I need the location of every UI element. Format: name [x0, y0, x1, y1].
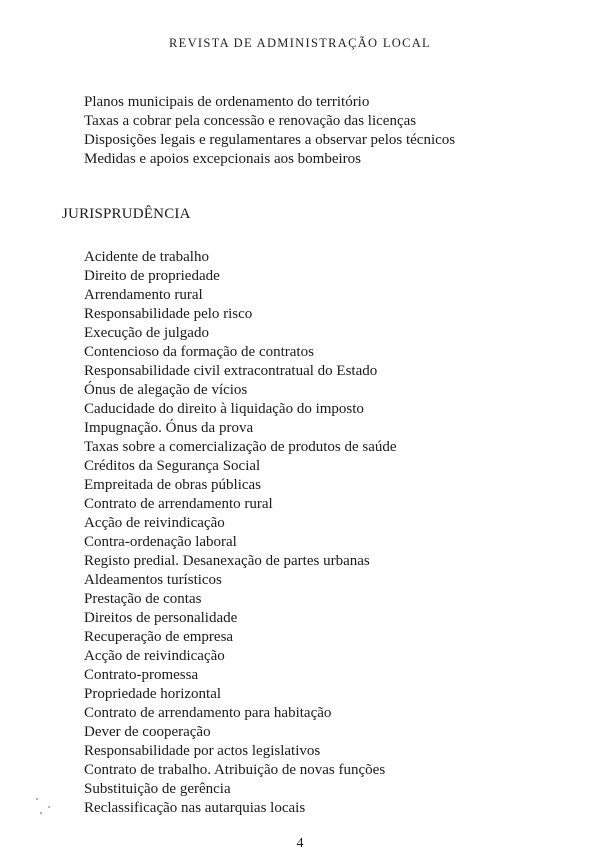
- running-header: REVISTA DE ADMINISTRAÇÃO LOCAL: [169, 36, 431, 50]
- legislation-list: [84, 93, 455, 169]
- list-item: Responsabilidade por actos legislativos: [84, 743, 321, 759]
- list-item: Dever de cooperação: [84, 724, 211, 740]
- list-item: Taxas sobre a comercialização de produtos de saúde: [84, 439, 397, 455]
- list-item: Ónus de alegação de vícios: [84, 382, 248, 398]
- list-item: Impugnação. Ónus da prova: [84, 420, 254, 436]
- list-item: Propriedade horizontal: [84, 686, 222, 702]
- jurisprudence-list: [84, 248, 397, 818]
- list-item: Contra-ordenação laboral: [84, 534, 237, 550]
- list-item: Créditos da Segurança Social: [84, 458, 261, 474]
- list-item: Contrato de arrendamento rural: [84, 496, 273, 512]
- list-item: Caducidade do direito à liquidação do imposto: [84, 401, 364, 417]
- list-item: Acção de reivindicação: [84, 648, 225, 664]
- list-item: Responsabilidade civil extracontratual do Estado: [84, 363, 378, 379]
- section-heading-jurisprudencia: JURISPRUDÊNCIA: [62, 206, 191, 222]
- list-item: Execução de julgado: [84, 325, 209, 341]
- list-item: Taxas a cobrar pela concessão e renovação das licenças: [84, 113, 417, 129]
- list-item: Contrato de arrendamento para habitação: [84, 705, 332, 721]
- list-item: Recuperação de empresa: [84, 629, 234, 645]
- list-item: Direitos de personalidade: [84, 610, 238, 626]
- list-item: Planos municipais de ordenamento do território: [84, 94, 370, 110]
- list-item: Contrato-promessa: [84, 667, 199, 683]
- list-item: Substituição de gerência: [84, 781, 231, 797]
- list-item: Empreitada de obras públicas: [84, 477, 262, 493]
- list-item: Direito de propriedade: [84, 268, 220, 284]
- list-item: Acidente de trabalho: [84, 249, 209, 265]
- scan-speck: [36, 798, 38, 800]
- list-item: Disposições legais e regulamentares a observar pelos técnicos: [84, 132, 456, 148]
- scan-speck: [48, 806, 50, 808]
- list-item: Aldeamentos turísticos: [84, 572, 222, 588]
- list-item: Medidas e apoios excepcionais aos bombeiros: [84, 151, 362, 167]
- list-item: Contrato de trabalho. Atribuição de novas funções: [84, 762, 386, 778]
- list-item: Acção de reivindicação: [84, 515, 225, 531]
- list-item: Reclassificação nas autarquias locais: [84, 800, 306, 816]
- list-item: Registo predial. Desanexação de partes urbanas: [84, 553, 370, 569]
- page-number: 4: [296, 836, 304, 851]
- list-item: Arrendamento rural: [84, 287, 203, 303]
- list-item: Contencioso da formação de contratos: [84, 344, 314, 360]
- scan-speck: [40, 812, 42, 814]
- list-item: Prestação de contas: [84, 591, 202, 607]
- list-item: Responsabilidade pelo risco: [84, 306, 253, 322]
